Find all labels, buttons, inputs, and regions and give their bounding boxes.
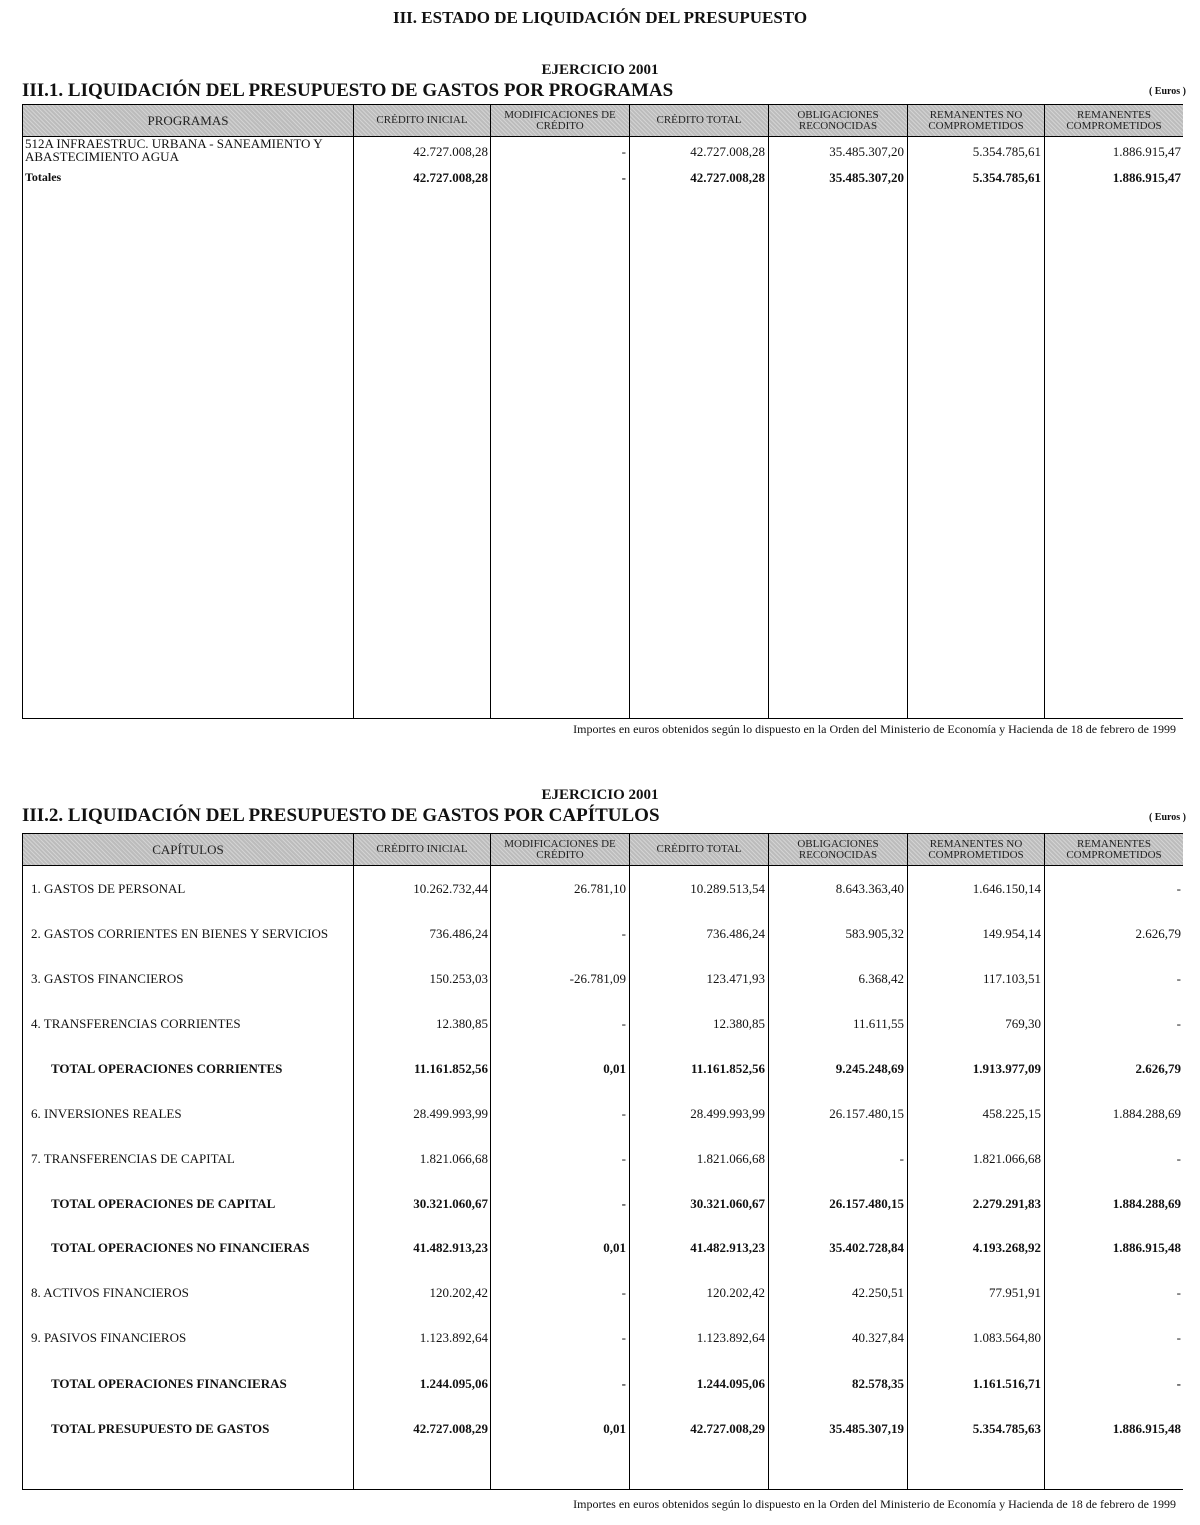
cell-remanentes-no-comprometidos: 769,30 xyxy=(1005,1016,1041,1031)
cell-obligaciones: 35.485.307,20 xyxy=(829,144,904,159)
cell-credito-inicial: 30.321.060,67 xyxy=(413,1196,488,1211)
cell-credito-inicial: 42.727.008,28 xyxy=(413,144,488,159)
cell-remanentes-comprometidos: - xyxy=(1176,1285,1181,1300)
header-credito-total: CRÉDITO TOTAL xyxy=(656,843,742,855)
totales-label: Totales xyxy=(25,170,62,184)
cell-modificaciones: - xyxy=(621,1106,626,1121)
header-credito-inicial: CRÉDITO INICIAL xyxy=(376,843,468,855)
cell-remanentes-comprometidos: - xyxy=(1176,1016,1181,1031)
cell-remanentes-no-comprometidos: 5.354.785,63 xyxy=(972,1421,1041,1436)
capitulos-table-header xyxy=(23,833,1183,866)
cell-credito-inicial: 42.727.008,29 xyxy=(413,1421,488,1436)
cell-remanentes-comprometidos: - xyxy=(1176,1330,1181,1345)
cell-obligaciones: 26.157.480,15 xyxy=(829,1196,904,1211)
header-remanentes-no-comprometidos: REMANENTES NO COMPROMETIDOS xyxy=(928,837,1024,861)
section2-ejercicio: EJERCICIO 2001 xyxy=(541,787,659,803)
cell-remanentes-comprometidos: 2.626,79 xyxy=(1135,1061,1181,1076)
cell-modificaciones: - xyxy=(621,1196,626,1211)
section2-title: III.2. LIQUIDACIÓN DEL PRESUPUESTO DE GASTOS POR CAPÍTULOS xyxy=(22,805,660,826)
cell-remanentes-comprometidos: 1.884.288,69 xyxy=(1112,1106,1181,1121)
cell-obligaciones: 583.905,32 xyxy=(845,926,904,941)
cell-credito-inicial: 10.262.732,44 xyxy=(413,881,488,896)
cell-remanentes-comprometidos: 1.886.915,48 xyxy=(1112,1240,1181,1255)
cell-obligaciones: 8.643.363,40 xyxy=(835,881,904,896)
header-programas: PROGRAMAS xyxy=(147,113,229,128)
cell-credito-inicial: 1.123.892,64 xyxy=(419,1330,488,1345)
cell-credito-total: 1.244.095,06 xyxy=(696,1376,765,1391)
cell-obligaciones: 40.327,84 xyxy=(852,1330,904,1345)
cell-modificaciones: 0,01 xyxy=(603,1421,626,1436)
cell-remanentes-comprometidos: 2.626,79 xyxy=(1135,926,1181,941)
cell-credito-total: 10.289.513,54 xyxy=(690,881,765,896)
programas-table xyxy=(22,104,1183,719)
cell-remanentes-comprometidos: 1.886.915,47 xyxy=(1112,170,1181,185)
cell-credito-total: 30.321.060,67 xyxy=(690,1196,765,1211)
section2-unit-label: ( Euros ) xyxy=(1148,812,1186,823)
cell-credito-total: 42.727.008,28 xyxy=(690,144,765,159)
section1-unit-label: ( Euros ) xyxy=(1148,86,1186,97)
cell-remanentes-no-comprometidos: 1.821.066,68 xyxy=(972,1151,1041,1166)
cell-modificaciones: 26.781,10 xyxy=(574,881,626,896)
cell-remanentes-comprometidos: 1.884.288,69 xyxy=(1112,1196,1181,1211)
cell-remanentes-no-comprometidos: 1.083.564,80 xyxy=(972,1330,1041,1345)
header-capitulos: CAPÍTULOS xyxy=(152,842,224,857)
header-credito-total: CRÉDITO TOTAL xyxy=(656,114,742,126)
cell-credito-total: 123.471,93 xyxy=(706,971,765,986)
capitulo-label: TOTAL OPERACIONES CORRIENTES xyxy=(51,1061,283,1076)
cell-credito-total: 12.380,85 xyxy=(713,1016,765,1031)
capitulos-table xyxy=(22,833,1183,1490)
cell-remanentes-no-comprometidos: 1.646.150,14 xyxy=(972,881,1041,896)
capitulo-label: TOTAL OPERACIONES NO FINANCIERAS xyxy=(51,1240,310,1255)
capitulo-label: 9. PASIVOS FINANCIEROS xyxy=(31,1330,187,1345)
capitulo-label: 2. GASTOS CORRIENTES EN BIENES Y SERVICIOS xyxy=(31,926,329,941)
cell-remanentes-no-comprometidos: 5.354.785,61 xyxy=(972,144,1041,159)
capitulo-label: 1. GASTOS DE PERSONAL xyxy=(31,881,186,896)
cell-credito-inicial: 12.380,85 xyxy=(436,1016,488,1031)
cell-credito-inicial: 28.499.993,99 xyxy=(413,1106,488,1121)
cell-obligaciones: 9.245.248,69 xyxy=(835,1061,904,1076)
cell-remanentes-comprometidos: - xyxy=(1176,971,1181,986)
cell-remanentes-comprometidos: 1.886.915,47 xyxy=(1112,144,1181,159)
capitulo-label: TOTAL PRESUPUESTO DE GASTOS xyxy=(51,1421,270,1436)
cell-modificaciones: - xyxy=(621,1330,626,1345)
cell-remanentes-comprometidos: - xyxy=(1176,1376,1181,1391)
cell-remanentes-no-comprometidos: 2.279.291,83 xyxy=(972,1196,1041,1211)
capitulo-label: 8. ACTIVOS FINANCIEROS xyxy=(31,1285,189,1300)
cell-credito-total: 120.202,42 xyxy=(706,1285,765,1300)
cell-credito-inicial: 41.482.913,23 xyxy=(413,1240,488,1255)
cell-remanentes-comprometidos: 1.886.915,48 xyxy=(1112,1421,1181,1436)
cell-credito-total: 1.821.066,68 xyxy=(696,1151,765,1166)
cell-obligaciones: 42.250,51 xyxy=(852,1285,904,1300)
cell-remanentes-no-comprometidos: 458.225,15 xyxy=(982,1106,1041,1121)
cell-credito-total: 42.727.008,29 xyxy=(690,1421,765,1436)
cell-modificaciones: 0,01 xyxy=(603,1061,626,1076)
cell-modificaciones: - xyxy=(621,1376,626,1391)
cell-modificaciones: -26.781,09 xyxy=(569,971,626,986)
header-obligaciones: OBLIGACIONES RECONOCIDAS xyxy=(797,108,879,132)
cell-remanentes-no-comprometidos: 1.161.516,71 xyxy=(972,1376,1041,1391)
cell-remanentes-no-comprometidos: 5.354.785,61 xyxy=(972,170,1041,185)
cell-obligaciones: 11.611,55 xyxy=(852,1016,904,1031)
cell-modificaciones: - xyxy=(621,144,626,159)
section1-ejercicio: EJERCICIO 2001 xyxy=(541,62,659,78)
cell-credito-inicial: 42.727.008,28 xyxy=(413,170,488,185)
cell-obligaciones: 26.157.480,15 xyxy=(829,1106,904,1121)
cell-remanentes-no-comprometidos: 149.954,14 xyxy=(982,926,1041,941)
cell-credito-inicial: 150.253,03 xyxy=(429,971,488,986)
cell-obligaciones: 6.368,42 xyxy=(858,971,904,986)
cell-credito-total: 11.161.852,56 xyxy=(690,1061,765,1076)
cell-credito-total: 41.482.913,23 xyxy=(690,1240,765,1255)
capitulo-label: 7. TRANSFERENCIAS DE CAPITAL xyxy=(31,1151,235,1166)
capitulo-label: 4. TRANSFERENCIAS CORRIENTES xyxy=(31,1016,241,1031)
section1-footnote: Importes en euros obtenidos según lo dispuesto en la Orden del Ministerio de Economía y Hacienda de 18 de febrero de 1999 xyxy=(573,722,1176,736)
section1-title: III.1. LIQUIDACIÓN DEL PRESUPUESTO DE GASTOS POR PROGRAMAS xyxy=(22,80,674,101)
cell-modificaciones: - xyxy=(621,926,626,941)
cell-credito-total: 1.123.892,64 xyxy=(696,1330,765,1345)
page-title: III. ESTADO DE LIQUIDACIÓN DEL PRESUPUESTO xyxy=(392,8,808,27)
cell-remanentes-no-comprometidos: 77.951,91 xyxy=(989,1285,1041,1300)
cell-remanentes-no-comprometidos: 1.913.977,09 xyxy=(972,1061,1041,1076)
cell-remanentes-comprometidos: - xyxy=(1176,881,1181,896)
header-credito-inicial: CRÉDITO INICIAL xyxy=(376,114,468,126)
cell-remanentes-no-comprometidos: 117.103,51 xyxy=(982,971,1041,986)
header-remanentes-no-comprometidos: REMANENTES NO COMPROMETIDOS xyxy=(928,108,1024,132)
cell-credito-inicial: 11.161.852,56 xyxy=(413,1061,488,1076)
cell-modificaciones: 0,01 xyxy=(603,1240,626,1255)
programa-label-line1: 512A INFRAESTRUC. URBANA - SANEAMIENTO Y xyxy=(25,136,323,151)
cell-credito-total: 28.499.993,99 xyxy=(690,1106,765,1121)
cell-modificaciones: - xyxy=(621,1151,626,1166)
cell-credito-total: 736.486,24 xyxy=(706,926,765,941)
programas-table-header xyxy=(23,104,1183,137)
cell-credito-inicial: 1.821.066,68 xyxy=(419,1151,488,1166)
cell-credito-inicial: 1.244.095,06 xyxy=(419,1376,488,1391)
cell-obligaciones: - xyxy=(899,1151,904,1166)
header-modificaciones: MODIFICACIONES DE CRÉDITO xyxy=(504,108,616,132)
cell-modificaciones: - xyxy=(621,1285,626,1300)
cell-modificaciones: - xyxy=(621,170,626,185)
cell-remanentes-no-comprometidos: 4.193.268,92 xyxy=(972,1240,1041,1255)
cell-credito-inicial: 736.486,24 xyxy=(429,926,488,941)
header-obligaciones: OBLIGACIONES RECONOCIDAS xyxy=(797,837,879,861)
cell-obligaciones: 82.578,35 xyxy=(852,1376,904,1391)
capitulo-label: 3. GASTOS FINANCIEROS xyxy=(31,971,184,986)
programa-label-line2: ABASTECIMIENTO AGUA xyxy=(25,149,179,164)
header-remanentes-comprometidos: REMANENTES COMPROMETIDOS xyxy=(1066,108,1162,132)
cell-obligaciones: 35.485.307,20 xyxy=(829,170,904,185)
capitulo-label: TOTAL OPERACIONES DE CAPITAL xyxy=(51,1196,276,1211)
cell-credito-inicial: 120.202,42 xyxy=(429,1285,488,1300)
cell-obligaciones: 35.402.728,84 xyxy=(829,1240,904,1255)
cell-remanentes-comprometidos: - xyxy=(1176,1151,1181,1166)
capitulo-label: 6. INVERSIONES REALES xyxy=(31,1106,182,1121)
header-remanentes-comprometidos: REMANENTES COMPROMETIDOS xyxy=(1066,837,1162,861)
cell-obligaciones: 35.485.307,19 xyxy=(829,1421,904,1436)
cell-modificaciones: - xyxy=(621,1016,626,1031)
cell-credito-total: 42.727.008,28 xyxy=(690,170,765,185)
header-modificaciones: MODIFICACIONES DE CRÉDITO xyxy=(504,837,616,861)
section2-footnote: Importes en euros obtenidos según lo dispuesto en la Orden del Ministerio de Economía y Hacienda de 18 de febrero de 1999 xyxy=(573,1497,1176,1511)
capitulo-label: TOTAL OPERACIONES FINANCIERAS xyxy=(51,1376,287,1391)
